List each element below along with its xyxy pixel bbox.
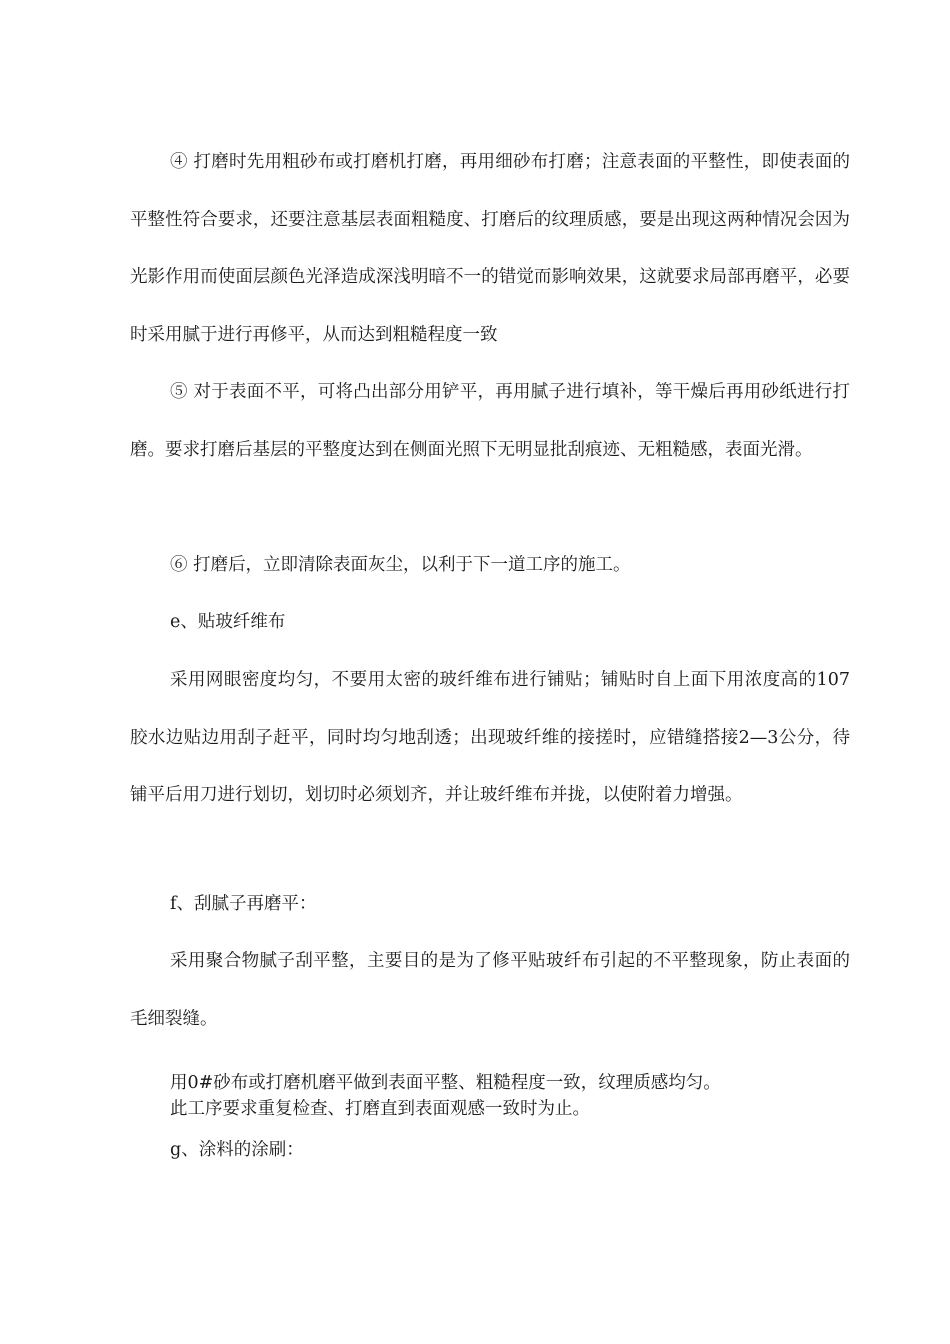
paragraph-putty: 采用聚合物腻子刮平整，主要目的是为了修平贴玻纤布引起的不平整现象，防止表面的毛细裂缝。 — [130, 951, 850, 1029]
sanding-note-line-1: 用0#砂布或打磨机磨平做到表面平整、粗糙程度一致，纹理质感均匀。 — [170, 1073, 721, 1093]
heading-f: f、刮腻子再磨平： — [170, 894, 317, 914]
paragraph-fiberglass: 采用网眼密度均匀，不要用太密的玻纤维布进行铺贴；铺贴时自上面下用浓度高的107胶水边贴边用刮子赶平，同时均匀地刮透；出现玻纤维的接搓时，应错缝搭接2—3公分，待铺平后用刀进行划切，划切时必须划齐，并让玻纤维布并拢，以使附着力增强。 — [130, 670, 850, 805]
paragraph-step-4: ④ 打磨时先用粗砂布或打磨机打磨，再用细砂布打磨；注意表面的平整性，即使表面的平整性符合要求，还要注意基层表面粗糙度、打磨后的纹理质感，要是出现这两种情况会因为光影作用而使面层颜色光泽造成深浅明暗不一的错觉而影响效果，这就要求局部再磨平，必要时采用腻于进行再修平，从而达到粗糙程度一致 — [130, 152, 850, 345]
sanding-note — [130, 1070, 850, 1122]
paragraph-step-6: ⑥ 打磨后，立即清除表面灰尘，以利于下一道工序的施工。 — [170, 555, 631, 575]
heading-e: e、贴玻纤维布 — [170, 612, 286, 632]
paragraph-step-5: ⑤ 对于表面不平，可将凸出部分用铲平，再用腻子进行填补，等干燥后再用砂纸进行打磨。要求打磨后基层的平整度达到在侧面光照下无明显批刮痕迹、无粗糙感，表面光滑。 — [130, 382, 850, 460]
sanding-note-line-2: 此工序要求重复检查、打磨直到表面观感一致时为止。 — [170, 1099, 590, 1119]
heading-g: g、涂料的涂刷： — [170, 1140, 304, 1160]
